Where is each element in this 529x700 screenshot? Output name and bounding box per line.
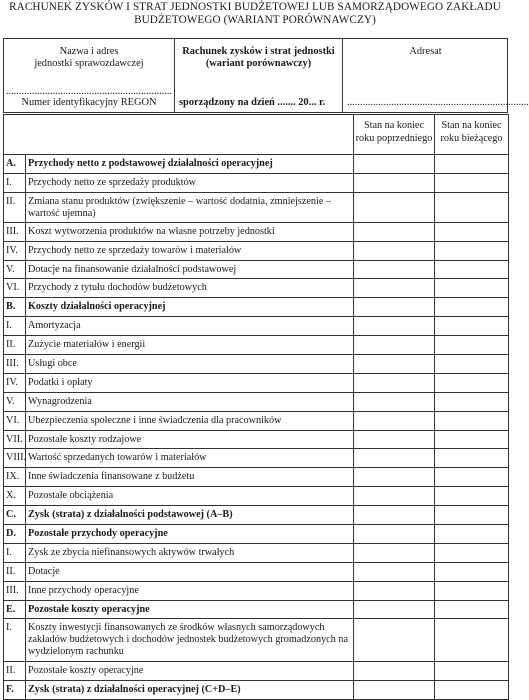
header-blank-cell (4, 115, 354, 155)
value-previous-year[interactable] (354, 260, 435, 279)
value-current-year[interactable] (435, 241, 509, 260)
value-previous-year[interactable] (354, 173, 435, 192)
value-current-year[interactable] (435, 506, 509, 525)
row-label: Pozostałe koszty operacyjne (26, 600, 354, 619)
value-previous-year[interactable] (354, 192, 435, 222)
row-label: Koszty działalności operacyjnej (26, 298, 354, 317)
table-row (4, 619, 509, 662)
row-number: VIII. (4, 449, 26, 468)
value-previous-year[interactable] (354, 411, 435, 430)
table-row (4, 525, 509, 544)
row-number: II. (4, 336, 26, 355)
row-number: IV. (4, 241, 26, 260)
value-current-year[interactable] (435, 543, 509, 562)
row-label: Inne świadczenia finansowane z budżetu (26, 468, 354, 487)
table-row (4, 241, 509, 260)
value-previous-year[interactable] (354, 241, 435, 260)
row-label: Amortyzacja (26, 317, 354, 336)
addressee-label: Adresat (409, 46, 442, 57)
row-number: II. (4, 562, 26, 581)
value-previous-year[interactable] (354, 619, 435, 662)
table-row (4, 562, 509, 581)
row-label: Dotacje na finansowanie działalności podstawowej (26, 260, 354, 279)
column-header-current-year: Stan na koniec roku bieżącego (435, 115, 509, 155)
row-number: I. (4, 619, 26, 662)
value-current-year[interactable] (435, 155, 509, 174)
value-current-year[interactable] (435, 336, 509, 355)
row-number: E. (4, 600, 26, 619)
table-row (4, 279, 509, 298)
title-line-1: RACHUNEK ZYSKÓW I STRAT JEDNOSTKI BUDŻETOWEJ LUB SAMORZĄDOWEGO ZAKŁADU (9, 1, 501, 13)
value-current-year[interactable] (435, 192, 509, 222)
value-current-year[interactable] (435, 298, 509, 317)
row-label: Wynagrodzenia (26, 392, 354, 411)
value-current-year[interactable] (435, 373, 509, 392)
value-previous-year[interactable] (354, 317, 435, 336)
value-previous-year[interactable] (354, 600, 435, 619)
entity-name-label: Nazwa i adres jednostki sprawozdawczej (34, 46, 144, 69)
value-previous-year[interactable] (354, 355, 435, 374)
column-header-row (4, 115, 509, 155)
value-previous-year[interactable] (354, 298, 435, 317)
row-label: Pozostałe koszty operacyjne (26, 662, 354, 681)
row-number: III. (4, 222, 26, 241)
row-label: Pozostałe obciążenia (26, 487, 354, 506)
entity-dots[interactable]: ................................................................ (5, 86, 173, 97)
value-current-year[interactable] (435, 173, 509, 192)
value-current-year[interactable] (435, 681, 509, 700)
row-number: I. (4, 543, 26, 562)
row-number: X. (4, 487, 26, 506)
value-current-year[interactable] (435, 449, 509, 468)
value-previous-year[interactable] (354, 279, 435, 298)
value-current-year[interactable] (435, 279, 509, 298)
row-number: I. (4, 317, 26, 336)
value-current-year[interactable] (435, 619, 509, 662)
row-number: VII. (4, 430, 26, 449)
table-row (4, 192, 509, 222)
table-row (4, 298, 509, 317)
value-previous-year[interactable] (354, 430, 435, 449)
row-number: IV. (4, 373, 26, 392)
value-current-year[interactable] (435, 562, 509, 581)
value-current-year[interactable] (435, 317, 509, 336)
value-current-year[interactable] (435, 487, 509, 506)
row-number: VI. (4, 411, 26, 430)
table-row (4, 155, 509, 174)
row-label: Przychody netto z podstawowej działalności operacyjnej (26, 155, 354, 174)
column-header-previous-year: Stan na koniec roku poprzedniego (354, 115, 435, 155)
row-number: A. (4, 155, 26, 174)
table-row (4, 681, 509, 700)
row-label: Dotacje (26, 562, 354, 581)
statement-title: Rachunek zysków i strat jednostki (wariant porównawczy) (182, 46, 335, 69)
table-row (4, 506, 509, 525)
row-number: III. (4, 581, 26, 600)
value-previous-year[interactable] (354, 543, 435, 562)
value-current-year[interactable] (435, 260, 509, 279)
value-previous-year[interactable] (354, 373, 435, 392)
value-previous-year[interactable] (354, 581, 435, 600)
table-row (4, 487, 509, 506)
row-label: Pozostałe przychody operacyjne (26, 525, 354, 544)
prepared-on-date[interactable]: sporządzony na dzień ....... 20... r. (179, 97, 326, 108)
value-current-year[interactable] (435, 525, 509, 544)
value-previous-year[interactable] (354, 506, 435, 525)
table-row (4, 468, 509, 487)
regon-label: Numer identyfikacyjny REGON (21, 97, 157, 108)
row-label: Podatki i opłaty (26, 373, 354, 392)
row-number: D. (4, 525, 26, 544)
value-previous-year[interactable] (354, 562, 435, 581)
table-row (4, 662, 509, 681)
row-label: Zużycie materiałów i energii (26, 336, 354, 355)
row-label: Usługi obce (26, 355, 354, 374)
table-row (4, 355, 509, 374)
row-label: Koszty inwestycji finansowanych ze środków własnych samorządowych zakładów budżetowych i dochodów jednostek budżetowych gromadzonych na wydzielonym rachunku (26, 619, 354, 662)
table-row (4, 543, 509, 562)
row-label: Koszt wytworzenia produktów na własne potrzeby jednostki (26, 222, 354, 241)
row-number: V. (4, 260, 26, 279)
row-label: Ubezpieczenia społeczne i inne świadczenia dla pracowników (26, 411, 354, 430)
value-current-year[interactable] (435, 662, 509, 681)
row-number: VI. (4, 279, 26, 298)
row-label: Wartość sprzedanych towarów i materiałów (26, 449, 354, 468)
table-row (4, 173, 509, 192)
value-previous-year[interactable] (354, 336, 435, 355)
table-row (4, 600, 509, 619)
table-row (4, 430, 509, 449)
value-previous-year[interactable] (354, 155, 435, 174)
row-number: I. (4, 173, 26, 192)
row-number: III. (4, 355, 26, 374)
table-row (4, 392, 509, 411)
row-number: II. (4, 662, 26, 681)
row-label: Przychody z tytułu dochodów budżetowych (26, 279, 354, 298)
row-label: Przychody netto ze sprzedaży towarów i materiałów (26, 241, 354, 260)
value-previous-year[interactable] (354, 449, 435, 468)
value-previous-year[interactable] (354, 468, 435, 487)
row-label: Pozostałe koszty rodzajowe (26, 430, 354, 449)
table-row (4, 317, 509, 336)
row-number: IX. (4, 468, 26, 487)
header-block (3, 38, 529, 113)
row-label: Zysk (strata) z działalności operacyjnej (C+D–E) (26, 681, 354, 700)
table-row (4, 411, 509, 430)
value-previous-year[interactable] (354, 487, 435, 506)
value-current-year[interactable] (435, 600, 509, 619)
profit-loss-table (3, 114, 509, 700)
row-number: C. (4, 506, 26, 525)
value-current-year[interactable] (435, 355, 509, 374)
value-previous-year[interactable] (354, 662, 435, 681)
addressee-dots[interactable]: ...................................................................... (347, 97, 529, 108)
value-current-year[interactable] (435, 411, 509, 430)
row-label: Inne przychody operacyjne (26, 581, 354, 600)
value-previous-year[interactable] (354, 392, 435, 411)
table-row (4, 449, 509, 468)
table-row (4, 222, 509, 241)
row-label: Zmiana stanu produktów (zwiększenie – wartość dodatnia, zmniejszenie – wartość ujemna) (26, 192, 354, 222)
value-current-year[interactable] (435, 430, 509, 449)
table-row (4, 260, 509, 279)
table-row (4, 336, 509, 355)
value-current-year[interactable] (435, 222, 509, 241)
row-number: II. (4, 192, 26, 222)
value-previous-year[interactable] (354, 681, 435, 700)
value-current-year[interactable] (435, 468, 509, 487)
row-number: B. (4, 298, 26, 317)
value-current-year[interactable] (435, 392, 509, 411)
value-previous-year[interactable] (354, 222, 435, 241)
row-number: F. (4, 681, 26, 700)
document-title (0, 1, 510, 27)
row-label: Zysk ze zbycia niefinansowych aktywów trwałych (26, 543, 354, 562)
title-line-2: BUDŻETOWEGO (WARIANT PORÓWNAWCZY) (134, 14, 376, 26)
row-number: V. (4, 392, 26, 411)
table-row (4, 373, 509, 392)
row-label: Przychody netto ze sprzedaży produktów (26, 173, 354, 192)
value-current-year[interactable] (435, 581, 509, 600)
table-row (4, 581, 509, 600)
value-previous-year[interactable] (354, 525, 435, 544)
row-label: Zysk (strata) z działalności podstawowej (A–B) (26, 506, 354, 525)
